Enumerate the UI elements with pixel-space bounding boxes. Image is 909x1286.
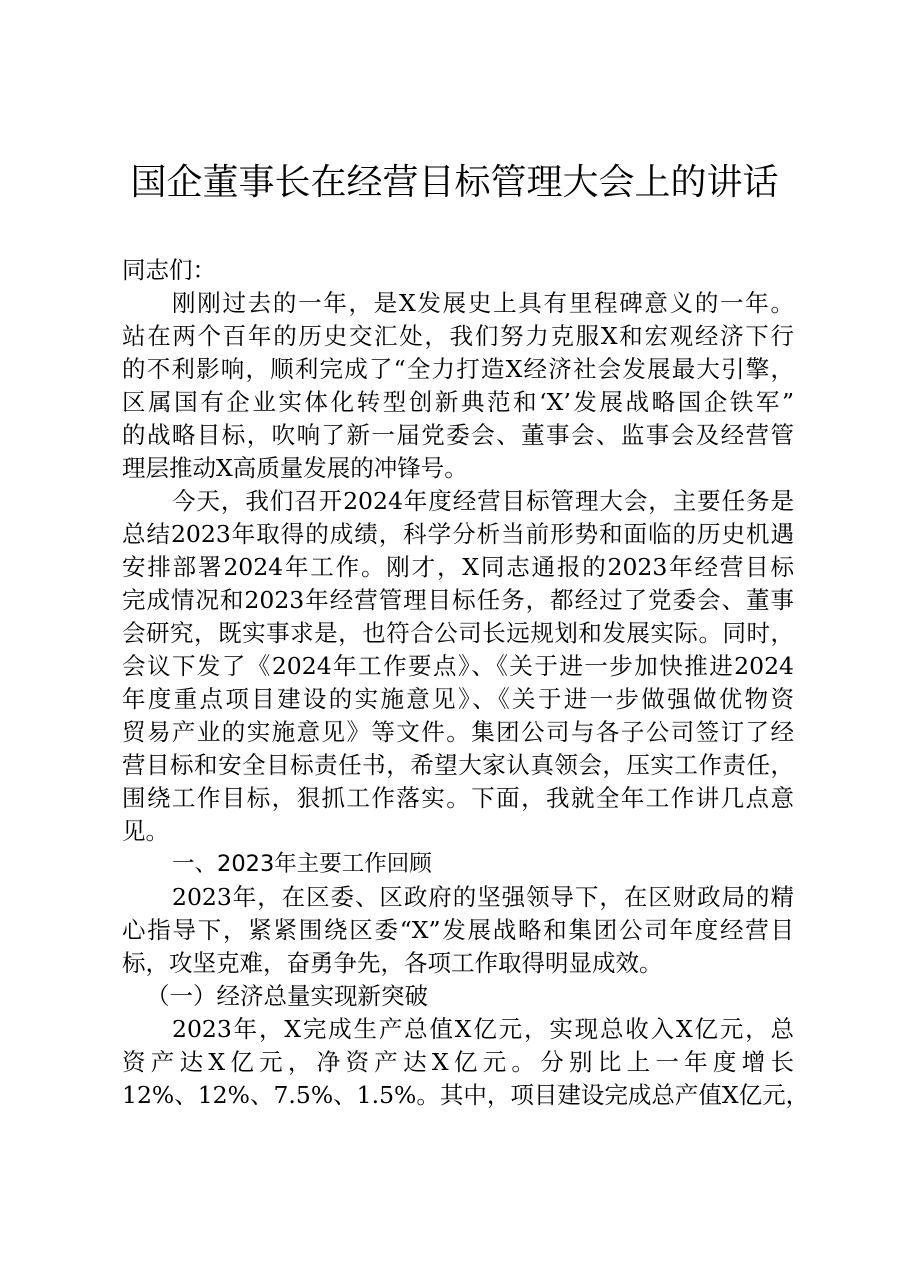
document-title: 国企董事长在经营目标管理大会上的讲话	[130, 162, 779, 203]
paragraph-line: 的不利影响，顺利完成了“全力打造X经济社会发展最大引擎，	[122, 355, 794, 383]
paragraph-line: 围绕工作目标，狠抓工作落实。下面，我就全年工作讲几点意	[122, 784, 794, 812]
paragraph-line: 总结2023年取得的成绩，科学分析当前形势和面临的历史机遇	[122, 520, 794, 548]
paragraph-line: 今天，我们召开2024年度经营目标管理大会，主要任务是	[172, 487, 794, 515]
salutation: 同志们：	[122, 256, 216, 284]
paragraph-line: 区属国有企业实体化转型创新典范和‘X’发展战略国企铁军”	[122, 388, 794, 416]
paragraph-line: 标，攻坚克难，奋勇争先，各项工作取得明显成效。	[122, 949, 663, 977]
paragraph-line: 站在两个百年的历史交汇处，我们努力克服X和宏观经济下行	[122, 322, 794, 350]
paragraph-line: 贸易产业的实施意见》等文件。集团公司与各子公司签订了经	[122, 718, 794, 746]
paragraph-line: 安排部署2024年工作。刚才，X同志通报的2023年经营目标	[122, 553, 794, 581]
paragraph-line: 资产达X亿元，净资产达X亿元。分别比上一年度增长	[122, 1048, 794, 1076]
paragraph-line: 营目标和安全目标责任书，希望大家认真领会，压实工作责任，	[122, 751, 794, 779]
paragraph-line: 的战略目标，吹响了新一届党委会、董事会、监事会及经营管	[122, 421, 794, 449]
paragraph-line: 会议下发了《2024年工作要点》、《关于进一步加快推进2024	[122, 652, 794, 680]
paragraph-line: 完成情况和2023年经营管理目标任务，都经过了党委会、董事	[122, 586, 794, 614]
paragraph-line: 理层推动X高质量发展的冲锋号。	[122, 454, 468, 482]
paragraph-line: 会研究，既实事求是，也符合公司长远规划和发展实际。同时，	[122, 619, 794, 647]
paragraph-line: 心指导下，紧紧围绕区委“X”发展战略和集团公司年度经营目	[122, 916, 794, 944]
paragraph-line: 刚刚过去的一年，是X发展史上具有里程碑意义的一年。	[172, 289, 794, 317]
subsection-heading: （一）经济总量实现新突破	[146, 982, 428, 1010]
paragraph-line: 见。	[122, 817, 169, 845]
paragraph-line: 12%、12%、7.5%、1.5%。其中，项目建设完成总产值X亿元，	[122, 1081, 810, 1109]
section-heading: 一、2023年主要工作回顾	[172, 851, 432, 877]
paragraph-line: 2023年，在区委、区政府的坚强领导下，在区财政局的精	[172, 883, 794, 911]
paragraph-line: 年度重点项目建设的实施意见》、《关于进一步做强做优物资	[122, 685, 794, 713]
paragraph-line: 2023年，X完成生产总值X亿元，实现总收入X亿元，总	[172, 1015, 794, 1043]
